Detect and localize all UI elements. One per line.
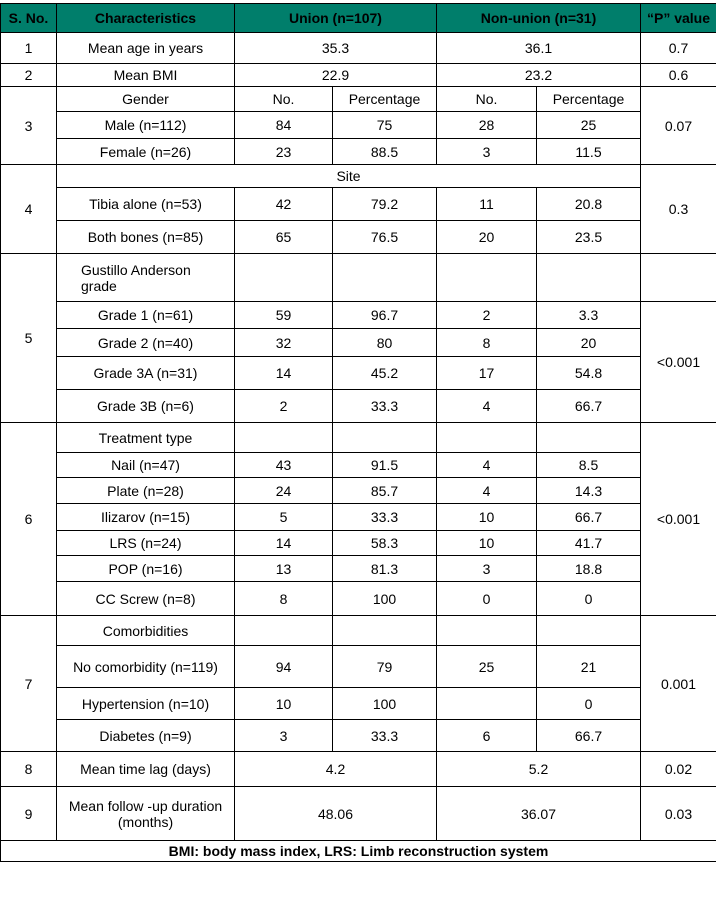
- nonunion-value: 5.2: [437, 752, 641, 787]
- characteristic-label: Female (n=26): [57, 139, 235, 165]
- union-count: 2: [235, 390, 333, 423]
- characteristic-label: Grade 3B (n=6): [57, 390, 235, 423]
- table-footer: [1, 841, 716, 862]
- nonunion-percent: 8.5: [537, 453, 641, 478]
- union-percent: 85.7: [333, 478, 437, 504]
- characteristic-label: Grade 3A (n=31): [57, 357, 235, 390]
- union-count: 59: [235, 302, 333, 329]
- nonunion-percent: 66.7: [537, 504, 641, 531]
- table-row: [1, 329, 716, 357]
- characteristics-table: [0, 3, 716, 862]
- union-percent: 96.7: [333, 302, 437, 329]
- characteristic-label: Grade 1 (n=61): [57, 302, 235, 329]
- header-row: [1, 4, 716, 33]
- table-row: [1, 752, 716, 787]
- nonunion-count: 4: [437, 390, 537, 423]
- union-percent: 79.2: [333, 188, 437, 221]
- table-row: [1, 64, 716, 87]
- subheader-union-no: No.: [235, 87, 333, 112]
- characteristic-label: No comorbidity (n=119): [57, 646, 235, 688]
- nonunion-percent: 0: [537, 582, 641, 616]
- nonunion-count: 3: [437, 556, 537, 582]
- group-label: Gustillo Anderson grade: [57, 254, 235, 302]
- nonunion-value: 36.07: [437, 787, 641, 841]
- row-number: 4: [1, 165, 57, 254]
- characteristic-label: POP (n=16): [57, 556, 235, 582]
- nonunion-count: 10: [437, 504, 537, 531]
- p-value: <0.001: [641, 302, 716, 423]
- characteristic-label: Mean time lag (days): [57, 752, 235, 787]
- table-row: [1, 556, 716, 582]
- table-row: [1, 423, 716, 453]
- union-count: 24: [235, 478, 333, 504]
- union-percent: 45.2: [333, 357, 437, 390]
- union-count: 43: [235, 453, 333, 478]
- union-percent: 33.3: [333, 720, 437, 752]
- nonunion-count: 6: [437, 720, 537, 752]
- nonunion-percent: 54.8: [537, 357, 641, 390]
- table-row: [1, 616, 716, 646]
- p-value: 0.7: [641, 33, 716, 64]
- header-sno: S. No.: [1, 4, 57, 33]
- table-row: [1, 787, 716, 841]
- characteristic-label: Mean follow -up duration (months): [57, 787, 235, 841]
- subheader-union-pct: Percentage: [333, 87, 437, 112]
- nonunion-percent: 20: [537, 329, 641, 357]
- nonunion-count: 0: [437, 582, 537, 616]
- union-percent: 100: [333, 688, 437, 720]
- group-label: Comorbidities: [57, 616, 235, 646]
- nonunion-percent: 20.8: [537, 188, 641, 221]
- nonunion-count: 8: [437, 329, 537, 357]
- table-row: [1, 390, 716, 423]
- union-value: 22.9: [235, 64, 437, 87]
- characteristic-label: Grade 2 (n=40): [57, 329, 235, 357]
- union-percent: 88.5: [333, 139, 437, 165]
- nonunion-percent: 0: [537, 688, 641, 720]
- table-row: [1, 165, 716, 188]
- table-row: [1, 302, 716, 329]
- p-value: 0.07: [641, 87, 716, 165]
- footnote: BMI: body mass index, LRS: Limb reconstruction system: [1, 841, 716, 862]
- group-label: Gender: [57, 87, 235, 112]
- group-label: Site: [57, 165, 641, 188]
- nonunion-percent: 66.7: [537, 720, 641, 752]
- union-count: 84: [235, 112, 333, 139]
- nonunion-count: 4: [437, 478, 537, 504]
- nonunion-count: 20: [437, 221, 537, 254]
- characteristic-label: LRS (n=24): [57, 531, 235, 556]
- table-row: [1, 720, 716, 752]
- row-number: 8: [1, 752, 57, 787]
- table-row: [1, 646, 716, 688]
- nonunion-percent: 21: [537, 646, 641, 688]
- header-union: Union (n=107): [235, 4, 437, 33]
- union-percent: 91.5: [333, 453, 437, 478]
- characteristic-label: Male (n=112): [57, 112, 235, 139]
- characteristic-label: Diabetes (n=9): [57, 720, 235, 752]
- nonunion-percent: 41.7: [537, 531, 641, 556]
- group-label: Treatment type: [57, 423, 235, 453]
- characteristic-label: Both bones (n=85): [57, 221, 235, 254]
- p-value: 0.03: [641, 787, 716, 841]
- union-percent: 33.3: [333, 390, 437, 423]
- union-value: 35.3: [235, 33, 437, 64]
- nonunion-percent: 18.8: [537, 556, 641, 582]
- header-characteristics: Characteristics: [57, 4, 235, 33]
- union-percent: 81.3: [333, 556, 437, 582]
- table-row: [1, 357, 716, 390]
- union-count: 32: [235, 329, 333, 357]
- table-row: [1, 221, 716, 254]
- nonunion-count: 2: [437, 302, 537, 329]
- nonunion-percent: 11.5: [537, 139, 641, 165]
- subheader-nonunion-no: No.: [437, 87, 537, 112]
- nonunion-percent: 25: [537, 112, 641, 139]
- table-row: [1, 112, 716, 139]
- p-value: 0.3: [641, 165, 716, 254]
- header-pvalue: “P” value: [641, 4, 716, 33]
- table-row: [1, 33, 716, 64]
- characteristic-label: Hypertension (n=10): [57, 688, 235, 720]
- union-count: 3: [235, 720, 333, 752]
- row-number: 5: [1, 254, 57, 423]
- union-count: 65: [235, 221, 333, 254]
- row-number: 6: [1, 423, 57, 616]
- table-row: [1, 582, 716, 616]
- union-percent: 33.3: [333, 504, 437, 531]
- nonunion-count: 4: [437, 453, 537, 478]
- union-count: 14: [235, 357, 333, 390]
- union-percent: 80: [333, 329, 437, 357]
- table-row: [1, 531, 716, 556]
- union-percent: 100: [333, 582, 437, 616]
- row-number: 3: [1, 87, 57, 165]
- nonunion-percent: 3.3: [537, 302, 641, 329]
- union-percent: 79: [333, 646, 437, 688]
- union-count: 14: [235, 531, 333, 556]
- union-percent: 58.3: [333, 531, 437, 556]
- table-row: [1, 188, 716, 221]
- table-row: [1, 688, 716, 720]
- p-value: <0.001: [641, 423, 716, 616]
- row-number: 7: [1, 616, 57, 752]
- characteristic-label: Mean age in years: [57, 33, 235, 64]
- union-count: 10: [235, 688, 333, 720]
- header-nonunion: Non-union (n=31): [437, 4, 641, 33]
- characteristic-label: Mean BMI: [57, 64, 235, 87]
- table-row: [1, 504, 716, 531]
- nonunion-percent: 14.3: [537, 478, 641, 504]
- union-count: 8: [235, 582, 333, 616]
- union-count: 94: [235, 646, 333, 688]
- subheader-nonunion-pct: Percentage: [537, 87, 641, 112]
- union-value: 48.06: [235, 787, 437, 841]
- nonunion-count: 28: [437, 112, 537, 139]
- union-count: 42: [235, 188, 333, 221]
- characteristic-label: Nail (n=47): [57, 453, 235, 478]
- union-percent: 75: [333, 112, 437, 139]
- table-row: [1, 478, 716, 504]
- characteristic-label: CC Screw (n=8): [57, 582, 235, 616]
- characteristic-label: Plate (n=28): [57, 478, 235, 504]
- nonunion-count: 3: [437, 139, 537, 165]
- row-number: 9: [1, 787, 57, 841]
- nonunion-count: 25: [437, 646, 537, 688]
- table-row: [1, 254, 716, 302]
- row-number: 2: [1, 64, 57, 87]
- union-percent: 76.5: [333, 221, 437, 254]
- nonunion-count: [437, 688, 537, 720]
- nonunion-value: 36.1: [437, 33, 641, 64]
- characteristic-label: Ilizarov (n=15): [57, 504, 235, 531]
- nonunion-percent: 66.7: [537, 390, 641, 423]
- table-row: [1, 87, 716, 112]
- union-count: 5: [235, 504, 333, 531]
- p-value: 0.6: [641, 64, 716, 87]
- union-count: 13: [235, 556, 333, 582]
- nonunion-count: 17: [437, 357, 537, 390]
- nonunion-count: 10: [437, 531, 537, 556]
- union-count: 23: [235, 139, 333, 165]
- nonunion-value: 23.2: [437, 64, 641, 87]
- table-row: [1, 139, 716, 165]
- p-value: 0.001: [641, 616, 716, 752]
- nonunion-count: 11: [437, 188, 537, 221]
- table-row: [1, 453, 716, 478]
- row-number: 1: [1, 33, 57, 64]
- nonunion-percent: 23.5: [537, 221, 641, 254]
- union-value: 4.2: [235, 752, 437, 787]
- characteristic-label: Tibia alone (n=53): [57, 188, 235, 221]
- p-value: 0.02: [641, 752, 716, 787]
